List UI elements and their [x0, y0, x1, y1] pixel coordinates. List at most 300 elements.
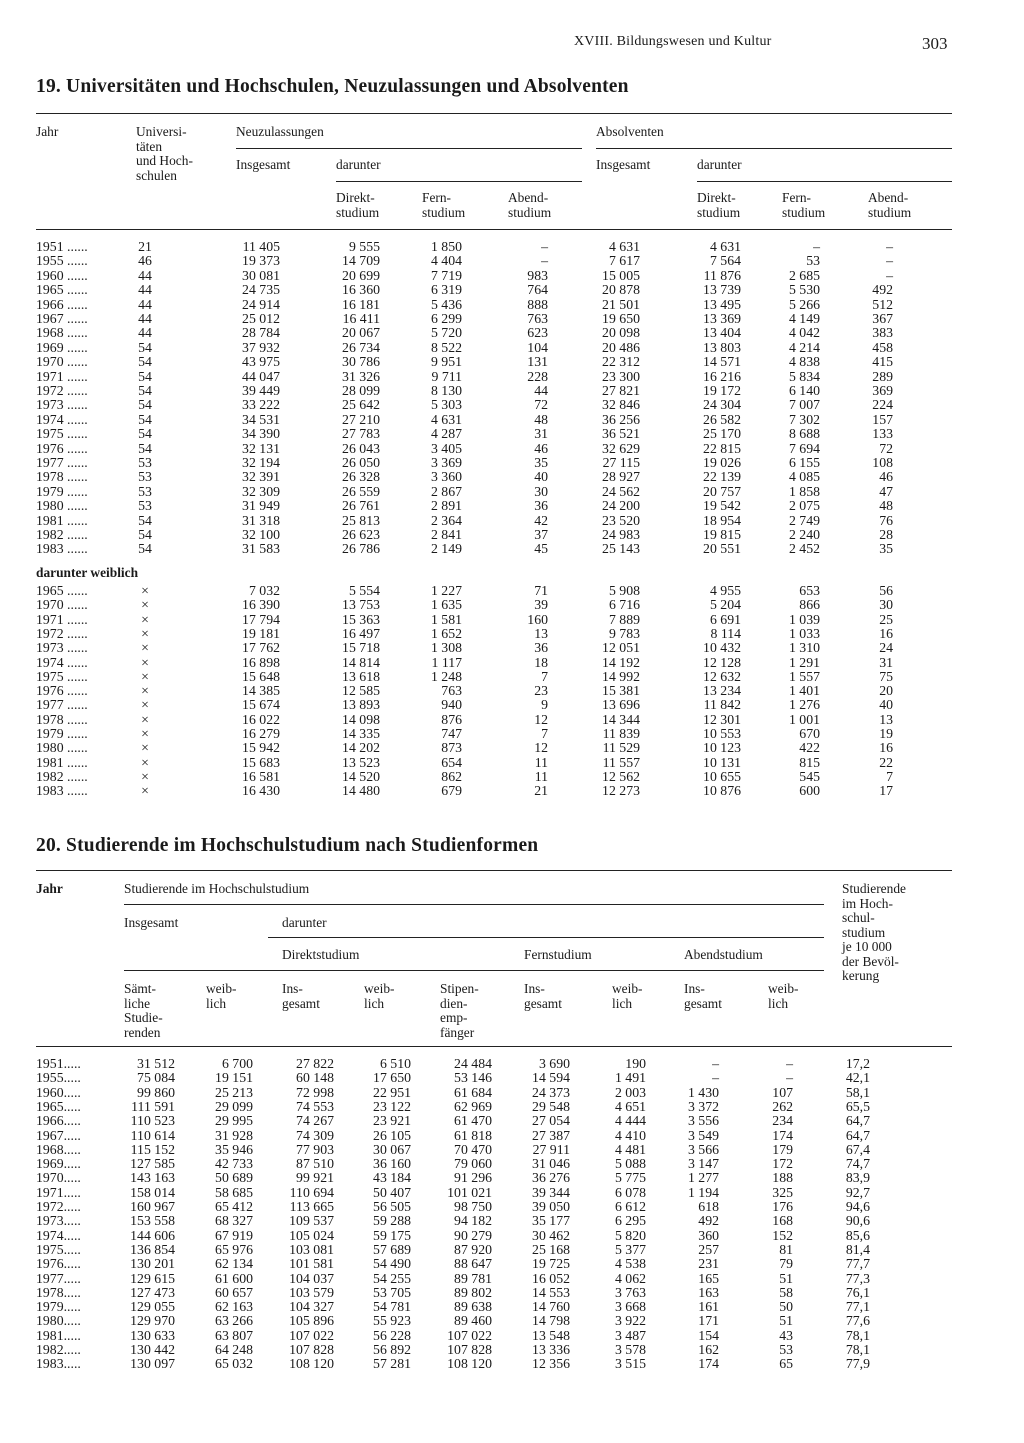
graduates-evening-cell: 224	[872, 397, 893, 413]
direct-total-cell: 107 828	[289, 1342, 334, 1357]
admissions-distance-cell: 6 299	[430, 311, 462, 326]
total-female-cell: 58 685	[215, 1184, 253, 1200]
graduates-total-cell: 15 381	[602, 683, 640, 699]
t20-header-distance-total: Ins- gesamt	[524, 981, 562, 1011]
graduates-distance-cell: 545	[799, 768, 820, 784]
total-female-cell: 67 919	[215, 1227, 253, 1243]
admissions-total-cell: 16 898	[242, 654, 280, 670]
direct-female-cell: 36 160	[373, 1156, 411, 1172]
admissions-total-cell: 39 449	[242, 383, 280, 398]
graduates-evening-cell: 133	[872, 426, 893, 442]
graduates-direct-cell: 20 551	[703, 541, 741, 557]
graduates-evening-cell: 289	[872, 368, 893, 384]
graduates-evening-cell: 40	[879, 697, 893, 713]
evening-female-cell: 262	[772, 1098, 793, 1114]
admissions-direct-cell: 31 326	[342, 368, 380, 384]
graduates-total-cell: 12 273	[602, 783, 640, 799]
direct-female-cell: 30 067	[373, 1141, 411, 1157]
evening-female-cell: 176	[772, 1199, 793, 1214]
table-row	[0, 340, 1024, 355]
admissions-direct-cell: 16 181	[342, 296, 380, 312]
admissions-evening-cell: 7	[541, 726, 548, 741]
year-cell: 1976 ......	[36, 683, 88, 699]
graduates-direct-cell: 13 404	[703, 325, 741, 341]
universities-cell: 44	[138, 311, 152, 326]
scholarship-cell: 53 146	[454, 1070, 492, 1086]
women-table-row	[0, 597, 1024, 612]
universities-cell: 54	[138, 527, 152, 542]
admissions-distance-cell: 3 405	[430, 440, 462, 456]
admissions-direct-cell: 14 098	[342, 711, 380, 727]
graduates-total-cell: 7 889	[608, 611, 640, 627]
distance-female-cell: 6 295	[614, 1213, 646, 1229]
evening-female-cell: 107	[772, 1084, 793, 1100]
universities-cell: 46	[138, 253, 152, 269]
graduates-total-cell: 11 557	[602, 754, 640, 770]
total-female-cell: 42 733	[215, 1156, 253, 1172]
direct-female-cell: 56 505	[373, 1199, 411, 1214]
admissions-evening-cell: 45	[534, 541, 548, 557]
admissions-evening-cell: 35	[534, 455, 548, 470]
graduates-total-cell: 36 521	[602, 426, 640, 442]
admissions-direct-cell: 25 642	[342, 397, 380, 413]
universities-cell: ×	[141, 668, 149, 684]
per-10000-cell: 74,7	[845, 1156, 870, 1172]
table-row	[0, 397, 1024, 412]
table-row	[0, 311, 1024, 326]
graduates-distance-cell: 4 042	[788, 325, 820, 341]
per-10000-cell: 77,1	[845, 1299, 870, 1315]
graduates-distance-cell: 5 834	[788, 368, 820, 384]
admissions-direct-cell: 14 814	[342, 654, 380, 670]
admissions-total-cell: 28 784	[242, 325, 280, 341]
per-10000-cell: 65,5	[845, 1098, 870, 1114]
t19-admissions-rule	[236, 148, 582, 149]
table20-title: 20. Studierende im Hochschulstudium nach Studienformen	[36, 835, 539, 856]
admissions-total-cell: 34 531	[242, 411, 280, 427]
evening-total-cell: 1 194	[687, 1184, 719, 1200]
evening-total-cell: 161	[698, 1299, 719, 1315]
table-row	[0, 441, 1024, 456]
table-row	[0, 383, 1024, 398]
table-row	[0, 527, 1024, 542]
evening-total-cell: 618	[698, 1199, 719, 1214]
admissions-evening-cell: 13	[534, 625, 548, 641]
direct-female-cell: 26 105	[373, 1127, 411, 1143]
evening-female-cell: 51	[779, 1313, 793, 1329]
admissions-evening-cell: 72	[534, 397, 548, 413]
admissions-evening-cell: 44	[534, 383, 548, 398]
graduates-evening-cell: 19	[879, 726, 893, 741]
year-cell: 1970 ......	[36, 354, 88, 370]
admissions-evening-cell: 104	[527, 339, 548, 355]
t20-header-year: Jahr	[36, 881, 63, 896]
year-cell: 1973 ......	[36, 397, 88, 413]
per-10000-cell: 58,1	[845, 1084, 870, 1100]
graduates-direct-cell: 16 216	[703, 368, 741, 384]
graduates-evening-cell: 46	[879, 469, 893, 485]
universities-cell: ×	[141, 726, 149, 741]
graduates-direct-cell: 10 553	[703, 726, 741, 741]
admissions-direct-cell: 13 753	[342, 597, 380, 613]
graduates-total-cell: 24 983	[602, 527, 640, 542]
year-cell: 1979 ......	[36, 483, 88, 499]
admissions-total-cell: 16 022	[242, 711, 280, 727]
total-female-cell: 65 976	[215, 1241, 253, 1257]
admissions-direct-cell: 14 202	[342, 740, 380, 756]
direct-female-cell: 54 255	[373, 1270, 411, 1286]
t20-students-rule	[124, 904, 824, 905]
graduates-distance-cell: 8 688	[788, 426, 820, 442]
total-female-cell: 29 995	[215, 1113, 253, 1129]
graduates-total-cell: 24 200	[602, 498, 640, 514]
year-cell: 1977.....	[36, 1270, 81, 1286]
graduates-direct-cell: 26 582	[703, 411, 741, 427]
graduates-distance-cell: 1 001	[788, 711, 820, 727]
evening-female-cell: 81	[779, 1241, 793, 1257]
universities-cell: 54	[138, 383, 152, 398]
admissions-total-cell: 19 373	[242, 253, 280, 269]
graduates-direct-cell: 5 204	[709, 597, 741, 613]
t20-header-evening: Abendstudium	[684, 947, 763, 962]
evening-female-cell: 188	[772, 1170, 793, 1186]
year-cell: 1980 ......	[36, 740, 88, 756]
per-10000-cell: 92,7	[845, 1184, 870, 1200]
t19-header-adm-total: Insgesamt	[236, 157, 291, 172]
women-table-row	[0, 640, 1024, 655]
admissions-total-cell: 32 391	[242, 469, 280, 485]
graduates-distance-cell: 1 291	[788, 654, 820, 670]
t19-header-grad-evening: Abend- studium	[868, 190, 912, 220]
year-cell: 1971 ......	[36, 611, 88, 627]
graduates-total-cell: 22 312	[602, 354, 640, 370]
graduates-direct-cell: 13 234	[703, 683, 741, 699]
table19-title: 19. Universitäten und Hochschulen, Neuzulassungen und Absolventen	[36, 76, 629, 97]
total-students-cell: 153 558	[130, 1213, 175, 1229]
admissions-evening-cell: 31	[534, 426, 548, 442]
distance-total-cell: 24 373	[532, 1084, 570, 1100]
graduates-evening-cell: 20	[879, 683, 893, 699]
distance-female-cell: 3 515	[614, 1356, 646, 1372]
admissions-evening-cell: 39	[534, 597, 548, 613]
admissions-total-cell: 30 081	[242, 267, 280, 283]
year-cell: 1974.....	[36, 1227, 81, 1243]
table-row	[0, 541, 1024, 556]
year-cell: 1972 ......	[36, 383, 88, 398]
graduates-direct-cell: 11 876	[703, 267, 741, 283]
admissions-distance-cell: 1 581	[430, 611, 462, 627]
table-row	[0, 1170, 1024, 1185]
graduates-distance-cell: 2 749	[788, 512, 820, 528]
admissions-total-cell: 19 181	[242, 625, 280, 641]
graduates-total-cell: 25 143	[602, 541, 640, 557]
distance-total-cell: 25 168	[532, 1241, 570, 1257]
page-number: 303	[922, 34, 948, 53]
distance-total-cell: 31 046	[532, 1156, 570, 1172]
direct-total-cell: 87 510	[296, 1156, 334, 1172]
graduates-distance-cell: 670	[799, 726, 820, 741]
t20-header-total: Insgesamt	[124, 915, 179, 930]
graduates-direct-cell: 20 757	[703, 483, 741, 499]
admissions-direct-cell: 14 709	[342, 253, 380, 269]
admissions-distance-cell: 7 719	[430, 267, 462, 283]
table-row	[0, 1242, 1024, 1257]
t19-header-adm-thereof: darunter	[336, 157, 381, 172]
table-row	[0, 1128, 1024, 1143]
direct-total-cell: 110 694	[289, 1184, 334, 1200]
evening-total-cell: 3 566	[687, 1141, 719, 1157]
total-students-cell: 136 854	[130, 1241, 175, 1257]
graduates-distance-cell: 815	[799, 754, 820, 770]
universities-cell: ×	[141, 740, 149, 756]
admissions-direct-cell: 9 555	[348, 239, 380, 254]
women-table-row	[0, 712, 1024, 727]
year-cell: 1969.....	[36, 1156, 81, 1172]
admissions-evening-cell: 12	[534, 740, 548, 756]
graduates-distance-cell: 866	[799, 597, 820, 613]
year-cell: 1966 ......	[36, 296, 88, 312]
evening-female-cell: 50	[779, 1299, 793, 1315]
graduates-total-cell: 4 631	[608, 239, 640, 254]
admissions-evening-cell: 131	[527, 354, 548, 370]
admissions-evening-cell: 12	[534, 711, 548, 727]
direct-female-cell: 54 781	[373, 1299, 411, 1315]
admissions-direct-cell: 26 050	[342, 455, 380, 470]
evening-total-cell: 171	[698, 1313, 719, 1329]
graduates-direct-cell: 22 139	[703, 469, 741, 485]
evening-female-cell: 58	[779, 1284, 793, 1300]
scholarship-cell: 108 120	[447, 1356, 492, 1372]
direct-total-cell: 109 537	[289, 1213, 334, 1229]
distance-female-cell: 3 763	[614, 1284, 646, 1300]
total-female-cell: 29 099	[215, 1098, 253, 1114]
table-row	[0, 455, 1024, 470]
per-10000-cell: 64,7	[845, 1113, 870, 1129]
year-cell: 1967.....	[36, 1127, 81, 1143]
evening-female-cell: 79	[779, 1256, 793, 1272]
direct-total-cell: 103 081	[289, 1241, 334, 1257]
distance-female-cell: 2 003	[614, 1084, 646, 1100]
graduates-total-cell: 20 098	[602, 325, 640, 341]
graduates-distance-cell: 422	[799, 740, 820, 756]
universities-cell: 44	[138, 267, 152, 283]
year-cell: 1973 ......	[36, 640, 88, 656]
evening-total-cell: 154	[698, 1327, 719, 1343]
graduates-evening-cell: –	[886, 253, 893, 269]
graduates-distance-cell: 600	[799, 783, 820, 799]
per-10000-cell: 78,1	[845, 1342, 870, 1357]
admissions-direct-cell: 26 734	[342, 339, 380, 355]
total-female-cell: 35 946	[215, 1141, 253, 1157]
admissions-direct-cell: 26 559	[342, 483, 380, 499]
year-cell: 1971 ......	[36, 368, 88, 384]
evening-total-cell: 162	[698, 1342, 719, 1357]
universities-cell: 54	[138, 426, 152, 442]
evening-female-cell: –	[786, 1056, 793, 1071]
graduates-direct-cell: 10 131	[703, 754, 741, 770]
t20-header-all-students: Sämt- liche Studie- renden	[124, 981, 163, 1040]
graduates-total-cell: 27 821	[602, 383, 640, 398]
total-students-cell: 143 163	[130, 1170, 175, 1186]
admissions-total-cell: 11 405	[242, 239, 280, 254]
universities-cell: 54	[138, 368, 152, 384]
graduates-evening-cell: 7	[886, 768, 893, 784]
t19-header-grad-total: Insgesamt	[596, 157, 651, 172]
t20-header-thereof: darunter	[282, 915, 327, 930]
graduates-distance-cell: 1 033	[788, 625, 820, 641]
year-cell: 1978 ......	[36, 469, 88, 485]
graduates-direct-cell: 11 842	[703, 697, 741, 713]
table-row	[0, 1299, 1024, 1314]
graduates-direct-cell: 10 123	[703, 740, 741, 756]
graduates-evening-cell: 17	[879, 783, 893, 799]
graduates-total-cell: 14 344	[602, 711, 640, 727]
t20-header-direct-female: weib- lich	[364, 981, 395, 1011]
admissions-evening-cell: 40	[534, 469, 548, 485]
total-students-cell: 144 606	[130, 1227, 175, 1243]
year-cell: 1968 ......	[36, 325, 88, 341]
graduates-evening-cell: 16	[879, 740, 893, 756]
admissions-evening-cell: 228	[527, 368, 548, 384]
admissions-distance-cell: 3 369	[430, 455, 462, 470]
admissions-distance-cell: 679	[441, 783, 462, 799]
total-students-cell: 130 201	[130, 1256, 175, 1272]
universities-cell: ×	[141, 611, 149, 627]
table-row	[0, 513, 1024, 528]
admissions-evening-cell: 48	[534, 411, 548, 427]
admissions-total-cell: 24 914	[242, 296, 280, 312]
graduates-evening-cell: 30	[879, 597, 893, 613]
graduates-direct-cell: 19 542	[703, 498, 741, 514]
admissions-total-cell: 24 735	[242, 282, 280, 298]
scholarship-cell: 61 470	[454, 1113, 492, 1129]
admissions-direct-cell: 27 783	[342, 426, 380, 442]
table-row	[0, 354, 1024, 369]
universities-cell: 54	[138, 541, 152, 557]
direct-female-cell: 50 407	[373, 1184, 411, 1200]
per-10000-cell: 90,6	[845, 1213, 870, 1229]
total-female-cell: 61 600	[215, 1270, 253, 1286]
t20-header-evening-female: weib- lich	[768, 981, 799, 1011]
scholarship-cell: 98 750	[454, 1199, 492, 1214]
per-10000-cell: 77,9	[845, 1356, 870, 1372]
year-cell: 1980.....	[36, 1313, 81, 1329]
total-female-cell: 63 266	[215, 1313, 253, 1329]
per-10000-cell: 67,4	[845, 1141, 870, 1157]
total-female-cell: 19 151	[215, 1070, 253, 1086]
year-cell: 1966.....	[36, 1113, 81, 1129]
direct-total-cell: 108 120	[289, 1356, 334, 1372]
t20-header-scholarship: Stipen- dien- emp- fänger	[440, 981, 479, 1040]
year-cell: 1951.....	[36, 1056, 81, 1071]
year-cell: 1970.....	[36, 1170, 81, 1186]
graduates-evening-cell: 35	[879, 541, 893, 557]
admissions-distance-cell: 1 850	[430, 239, 462, 254]
admissions-total-cell: 15 942	[242, 740, 280, 756]
distance-female-cell: 5 088	[614, 1156, 646, 1172]
graduates-direct-cell: 6 691	[709, 611, 741, 627]
evening-female-cell: 168	[772, 1213, 793, 1229]
direct-female-cell: 23 122	[373, 1098, 411, 1114]
admissions-total-cell: 32 194	[242, 455, 280, 470]
evening-female-cell: –	[786, 1070, 793, 1086]
table20-top-rule	[36, 870, 952, 871]
admissions-total-cell: 34 390	[242, 426, 280, 442]
direct-total-cell: 74 309	[296, 1127, 334, 1143]
table-row	[0, 1199, 1024, 1214]
graduates-total-cell: 12 562	[602, 768, 640, 784]
distance-total-cell: 12 356	[532, 1356, 570, 1372]
graduates-distance-cell: 6 155	[788, 455, 820, 470]
graduates-evening-cell: 48	[879, 498, 893, 514]
universities-cell: ×	[141, 640, 149, 656]
graduates-distance-cell: 1 276	[788, 697, 820, 713]
graduates-direct-cell: 25 170	[703, 426, 741, 442]
year-cell: 1981 ......	[36, 754, 88, 770]
evening-total-cell: –	[712, 1070, 719, 1086]
table-row	[0, 426, 1024, 441]
evening-total-cell: 3 372	[687, 1098, 719, 1114]
year-cell: 1951 ......	[36, 239, 88, 254]
distance-total-cell: 14 760	[532, 1299, 570, 1315]
scholarship-cell: 91 296	[454, 1170, 492, 1186]
table-row	[0, 1056, 1024, 1071]
graduates-total-cell: 21 501	[602, 296, 640, 312]
direct-female-cell: 43 184	[373, 1170, 411, 1186]
admissions-distance-cell: 1 635	[430, 597, 462, 613]
direct-female-cell: 55 923	[373, 1313, 411, 1329]
universities-cell: ×	[141, 711, 149, 727]
graduates-direct-cell: 10 432	[703, 640, 741, 656]
women-table-row	[0, 697, 1024, 712]
graduates-distance-cell: 5 266	[788, 296, 820, 312]
admissions-direct-cell: 28 099	[342, 383, 380, 398]
graduates-evening-cell: 25	[879, 611, 893, 627]
admissions-total-cell: 15 683	[242, 754, 280, 770]
universities-cell: ×	[141, 625, 149, 641]
distance-female-cell: 4 410	[614, 1127, 646, 1143]
admissions-distance-cell: 763	[441, 683, 462, 699]
distance-total-cell: 27 387	[532, 1127, 570, 1143]
graduates-direct-cell: 12 128	[703, 654, 741, 670]
graduates-direct-cell: 13 495	[703, 296, 741, 312]
evening-female-cell: 43	[779, 1327, 793, 1343]
direct-female-cell: 17 650	[373, 1070, 411, 1086]
total-female-cell: 64 248	[215, 1342, 253, 1357]
total-female-cell: 62 163	[215, 1299, 253, 1315]
year-cell: 1969 ......	[36, 339, 88, 355]
admissions-distance-cell: 4 404	[430, 253, 462, 269]
graduates-distance-cell: 1 310	[788, 640, 820, 656]
table-row	[0, 1285, 1024, 1300]
t20-header-per10000: Studierende im Hoch- schul- studium je 10 000 der Bevöl- kerung	[842, 881, 906, 983]
distance-female-cell: 5 775	[614, 1170, 646, 1186]
admissions-evening-cell: 764	[527, 282, 548, 298]
evening-total-cell: 3 147	[687, 1156, 719, 1172]
distance-total-cell: 13 548	[532, 1327, 570, 1343]
distance-female-cell: 6 078	[614, 1184, 646, 1200]
year-cell: 1971.....	[36, 1184, 81, 1200]
evening-total-cell: 360	[698, 1227, 719, 1243]
year-cell: 1970 ......	[36, 597, 88, 613]
graduates-total-cell: 32 846	[602, 397, 640, 413]
table-row	[0, 498, 1024, 513]
admissions-evening-cell: 763	[527, 311, 548, 326]
table-row	[0, 1342, 1024, 1357]
admissions-distance-cell: 5 436	[430, 296, 462, 312]
year-cell: 1977 ......	[36, 697, 88, 713]
admissions-direct-cell: 14 480	[342, 783, 380, 799]
